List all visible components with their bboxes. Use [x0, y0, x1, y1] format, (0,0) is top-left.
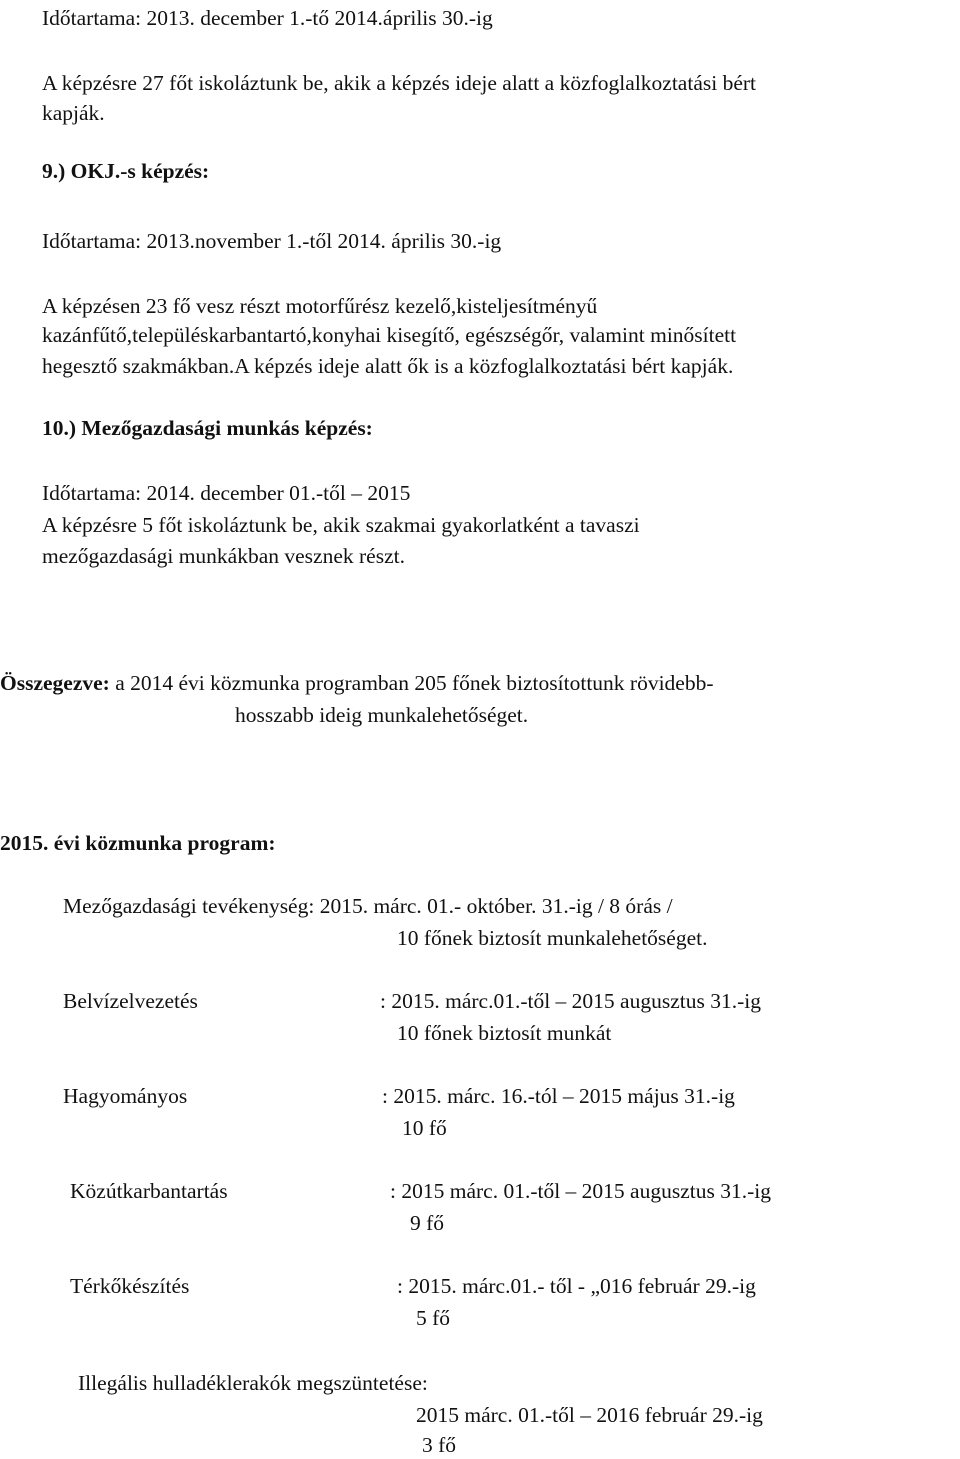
section8-desc-line1: A képzésre 27 főt iskoláztunk be, akik a képzés ideje alatt a közfoglalkoztatási bért — [42, 71, 757, 95]
item-period-kozutkarbantartas: : 2015 márc. 01.-től – 2015 augusztus 31.-ig — [390, 1179, 771, 1203]
item-period-belvizelvezetes: : 2015. márc.01.-től – 2015 augusztus 31.-ig — [380, 989, 761, 1013]
section10-desc-line2: mezőgazdasági munkákban vesznek részt. — [42, 544, 405, 568]
section9-desc-line1: A képzésen 23 fő vesz részt motorfűrész kezelő,kisteljesítményű — [42, 294, 598, 318]
item-period-hagyomanyos: : 2015. márc. 16.-tól – 2015 május 31.-ig — [382, 1084, 735, 1108]
item-label-hagyomanyos: Hagyományos — [63, 1084, 188, 1108]
summary-line2: hosszabb ideig munkalehetőséget. — [235, 703, 529, 727]
illegal-label: Illegális hulladéklerakók megszüntetése: — [78, 1371, 428, 1395]
section9-duration: Időtartama: 2013.november 1.-től 2014. április 30.-ig — [42, 229, 502, 253]
section10-heading: 10.) Mezőgazdasági munkás képzés: — [42, 416, 373, 440]
item-label-terkokeszites: Térkőkészítés — [70, 1274, 190, 1298]
program2015-heading: 2015. évi közmunka program: — [0, 831, 276, 855]
section9-desc-line2: kazánfűtő,településkarbantartó,konyhai kisegítő, egészségőr, valamint minősített — [42, 323, 737, 347]
section9-heading: 9.) OKJ.-s képzés: — [42, 159, 210, 183]
summary-line1 — [0, 670, 714, 697]
item-label-kozutkarbantartas: Közútkarbantartás — [70, 1179, 228, 1203]
agri-line2: 10 főnek biztosít munkalehetőséget. — [397, 926, 708, 950]
item-period-terkokeszites: : 2015. márc.01.- től - „016 február 29.-ig — [397, 1274, 756, 1298]
summary-label: Összegezve: — [0, 671, 110, 695]
section10-duration: Időtartama: 2014. december 01.-től – 2015 — [42, 481, 411, 505]
item-people-belvizelvezetes: 10 főnek biztosít munkát — [397, 1021, 612, 1045]
section8-desc-line2: kapják. — [42, 101, 105, 125]
item-label-belvizelvezetes: Belvízelvezetés — [63, 989, 198, 1013]
item-people-kozutkarbantartas: 9 fő — [410, 1211, 445, 1235]
summary-text: a 2014 évi közmunka programban 205 főnek biztosítottunk rövidebb- — [109, 671, 714, 695]
agri-line1: Mezőgazdasági tevékenység: 2015. márc. 01.- október. 31.-ig / 8 órás / — [63, 894, 673, 918]
item-people-terkokeszites: 5 fő — [416, 1306, 451, 1330]
item-people-hagyomanyos: 10 fő — [402, 1116, 447, 1140]
illegal-people: 3 fő — [422, 1433, 457, 1457]
section8-duration: Időtartama: 2013. december 1.-tő 2014.április 30.-ig — [42, 6, 493, 30]
illegal-period: 2015 márc. 01.-től – 2016 február 29.-ig — [416, 1403, 763, 1427]
section10-desc-line1: A képzésre 5 főt iskoláztunk be, akik szakmai gyakorlatként a tavaszi — [42, 513, 640, 537]
section9-desc-line3: hegesztő szakmákban.A képzés ideje alatt ők is a közfoglalkoztatási bért kapják. — [42, 354, 734, 378]
